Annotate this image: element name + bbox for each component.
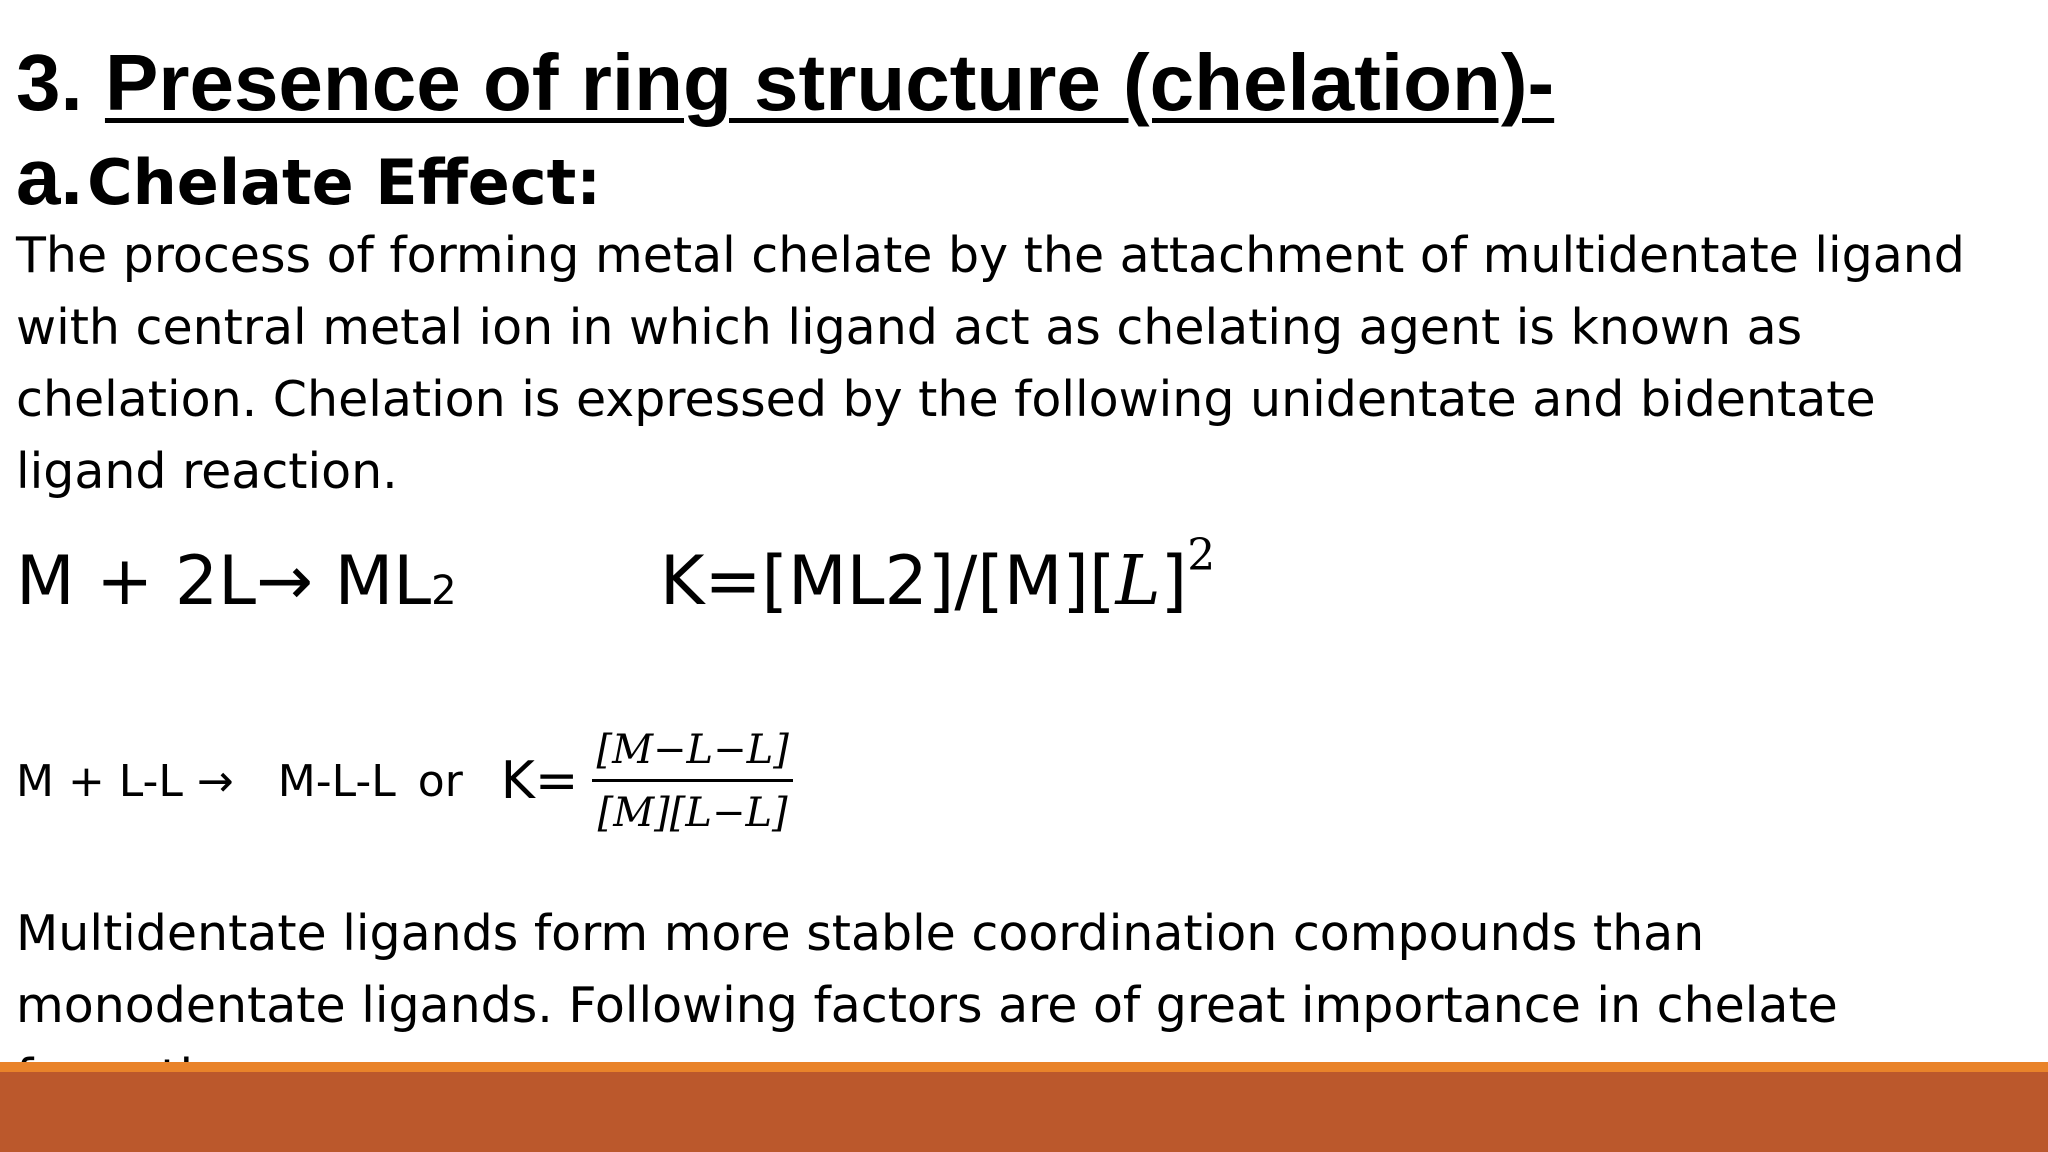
slide-heading <box>16 38 1554 128</box>
conclusion-paragraph: Multidentate ligands form more stable coordination compounds than monodentate ligands. Following factors are of great importance in chelate <box>16 905 1838 1034</box>
unidentate-equation <box>16 506 1215 641</box>
definition-paragraph: The process of forming metal chelate by the attachment of multidentate ligand with central metal ion in which ligand act as chelating agent is known as chelation. Chelation is expressed by the following unidentate and bidentate ligand reaction. <box>16 227 1965 500</box>
subheading-marker: a. <box>16 132 83 221</box>
bidentate-reaction: M + L-L → <box>16 755 234 807</box>
bidentate-product: M-L-L <box>277 755 396 807</box>
bidentate-constant-fraction <box>592 723 792 840</box>
unidentate-reaction-subscript: 2 <box>431 568 457 614</box>
unidentate-constant-exponent: 2 <box>1187 530 1216 581</box>
fraction-denominator: [M][L−L] <box>597 789 788 836</box>
bidentate-constant-label: K= <box>500 751 579 811</box>
footer-band <box>0 1062 2048 1152</box>
unidentate-constant-prefix: K=[ML2]/[M][ <box>659 542 1116 621</box>
bidentate-equation <box>16 716 793 846</box>
unidentate-constant-close: ] <box>1160 542 1188 621</box>
subheading-label: Chelate Effect: <box>87 146 602 219</box>
unidentate-constant-variable: L <box>1115 542 1161 621</box>
heading-number: 3. <box>16 38 83 127</box>
unidentate-reaction: M + 2L→ ML <box>16 542 432 621</box>
bidentate-connector: or <box>417 755 463 807</box>
fraction-numerator: [M−L−L] <box>592 723 792 782</box>
heading-title: Presence of ring structure (chelation)- <box>104 38 1555 127</box>
